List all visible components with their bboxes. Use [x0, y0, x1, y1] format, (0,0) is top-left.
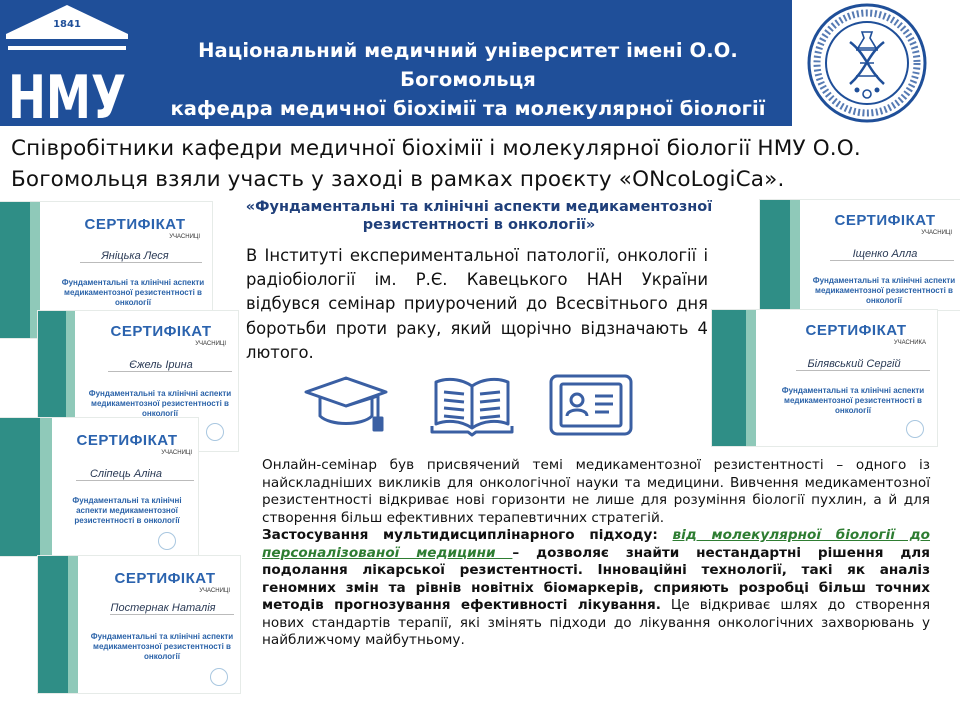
certificate-topic: Фундаментальні та клінічні аспекти медикаментозної резистентності в онкології — [812, 276, 956, 305]
header-line-2: кафедра медичної біохімії та молекулярної біології — [170, 97, 766, 120]
certificate-topic: Фундаментальні та клінічні аспекти медикаментозної резистентності в онкології — [72, 496, 182, 525]
header-title — [148, 36, 788, 123]
certificate-card — [0, 418, 198, 556]
approach-link[interactable]: від молекулярної біології до персоналізованої медицини — [262, 527, 931, 561]
certificate-topic: Фундаментальні та клінічні аспекти медикаментозної резистентності в онкології — [61, 278, 205, 307]
certificate-title: СЕРТИФІКАТ — [834, 212, 936, 229]
department-seal-icon — [806, 2, 928, 124]
certificate-title: СЕРТИФІКАТ — [805, 322, 907, 339]
logo-year: 1841 — [53, 19, 81, 30]
open-book-icon — [428, 372, 516, 438]
logo-letters: НМУ — [8, 63, 126, 133]
certificate-title: СЕРТИФІКАТ — [110, 323, 212, 340]
certificate-name: Іщенко Алла — [852, 248, 918, 260]
paragraph-seminar-topic: Онлайн-семінар був присвячений темі медикаментозної резистентності – одного із найскладніших викликів для онкологічної науки та медицини. Вивчення медикаментозної резистентності відкриває нові горизонти не лише для розуміння біології пухлин, а й для створення більш ефективних терапевтичних стратегій. — [262, 457, 930, 526]
intro-text: Співробітники кафедри медичної біохімії і молекулярної біології НМУ О.О. Богомольця взяли участь у заході в рамках проєкту «ONcoLogiCa». — [11, 136, 861, 192]
seminar-description: В Інституті експериментальної патології, онкології і радіобіології ім. Р.Є. Кавецького НАН України відбувся семінар приурочений до Всесвітнього дня боротьби проти раку, який щорічно відзначають 4 лютого. — [246, 246, 708, 362]
main-body-text — [262, 457, 930, 650]
approach-conclusion: Це відкриває шлях до створення нових стандартів терапії, які змінять підходи до лікування онкологічних захворювань у найближчому майбутньому. — [262, 597, 930, 648]
certificate-role: УЧАСНИЦІ — [199, 588, 230, 594]
certificate-card — [712, 310, 937, 446]
certificate-role: УЧАСНИЦІ — [169, 234, 200, 240]
certificate-card — [760, 200, 960, 310]
certificate-topic: Фундаментальні та клінічні аспекти медикаментозної резистентності в онкології — [88, 389, 232, 418]
header-line-1: Національний медичний університет імені О.О. Богомольця — [198, 39, 738, 91]
certificate-card — [38, 556, 240, 693]
certificate-role: УЧАСНИЦІ — [921, 230, 952, 236]
certificate-role: УЧАСНИЦІ — [161, 450, 192, 456]
tablet-certificate-icon — [547, 372, 635, 438]
certificate-name: Єжель Ірина — [129, 359, 193, 371]
header-banner — [0, 0, 792, 133]
approach-bold-lead: Застосування мультидисциплінарного підходу: — [262, 527, 673, 543]
certificate-topic: Фундаментальні та клінічні аспекти медикаментозної резистентності в онкології — [781, 386, 925, 415]
university-logo — [0, 0, 134, 133]
approach-bold-rest: – дозволяє знайти нестандартні рішення для подолання лікарської резистентності. Інноваційні технології, такі як аналіз геномних змін та рівнів новітніх біомаркерів, сприяють розробці більш точних методів прогнозування ефективності лікування. — [262, 544, 930, 613]
certificate-role: УЧАСНИЦІ — [195, 341, 226, 347]
certificate-role: УЧАСНИКА — [893, 340, 926, 346]
certificate-name: Сліпець Аліна — [89, 468, 163, 480]
seminar-title: «Фундаментальні та клінічні аспекти медикаментозної резистентності в онкології» — [245, 199, 713, 233]
certificate-title: СЕРТИФІКАТ — [84, 216, 186, 233]
paragraph-approach — [262, 527, 930, 650]
certificate-name: Білявський Сергій — [807, 358, 901, 370]
certificate-name: Яніцька Леся — [101, 250, 169, 262]
graduation-cap-icon — [302, 372, 390, 438]
certificate-topic: Фундаментальні та клінічні аспекти медикаментозної резистентності в онкології — [90, 632, 234, 661]
certificate-name: Постернак Наталія — [110, 602, 216, 614]
certificate-title: СЕРТИФІКАТ — [114, 570, 216, 587]
certificate-title: СЕРТИФІКАТ — [76, 432, 178, 449]
